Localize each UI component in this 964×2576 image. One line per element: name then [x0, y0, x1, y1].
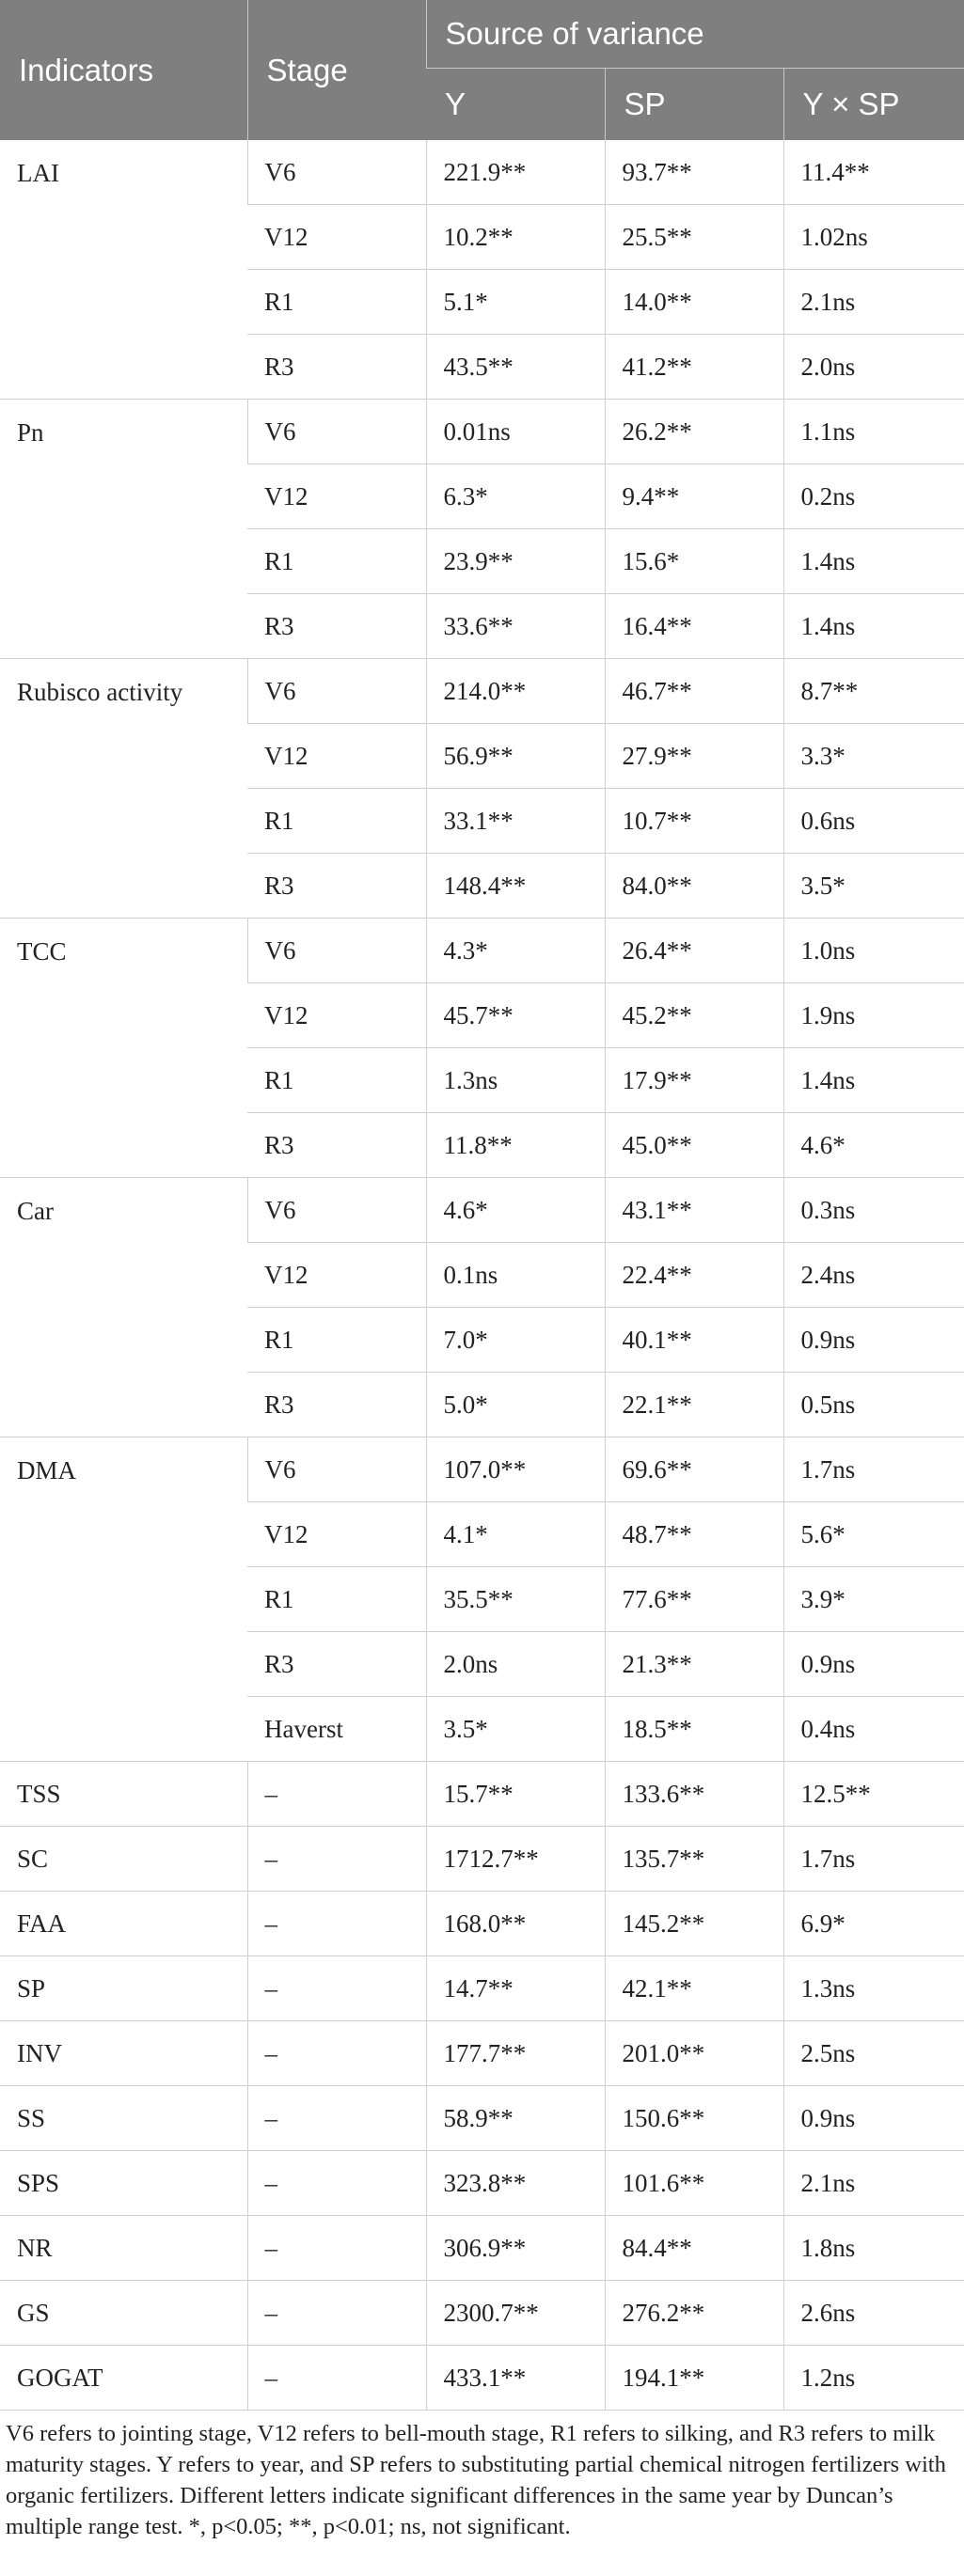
y-cell: 306.9** — [426, 2216, 605, 2281]
table-row — [0, 140, 964, 205]
sp-cell: 17.9** — [605, 1048, 783, 1113]
y-x-sp-cell: 1.4ns — [783, 594, 964, 659]
stage-cell: R3 — [247, 594, 426, 659]
sp-cell: 26.2** — [605, 400, 783, 464]
sp-cell: 101.6** — [605, 2151, 783, 2216]
y-cell: 58.9** — [426, 2086, 605, 2151]
sp-cell: 48.7** — [605, 1502, 783, 1567]
y-x-sp-cell: 5.6* — [783, 1502, 964, 1567]
sp-cell: 42.1** — [605, 1956, 783, 2021]
sp-cell: 16.4** — [605, 594, 783, 659]
stage-cell: – — [247, 1827, 426, 1892]
header-y-x-sp: Y × SP — [783, 69, 964, 141]
stage-cell: R1 — [247, 529, 426, 594]
table-row — [0, 2216, 964, 2281]
stage-cell: – — [247, 1892, 426, 1956]
y-cell: 10.2** — [426, 205, 605, 270]
stage-cell: R1 — [247, 270, 426, 335]
y-x-sp-cell: 2.6ns — [783, 2281, 964, 2346]
y-x-sp-cell: 3.9* — [783, 1567, 964, 1632]
y-x-sp-cell: 1.4ns — [783, 1048, 964, 1113]
y-x-sp-cell: 0.6ns — [783, 789, 964, 854]
indicator-cell: SPS — [0, 2151, 247, 2216]
indicator-cell: GS — [0, 2281, 247, 2346]
stage-cell: V12 — [247, 464, 426, 529]
table-row — [0, 400, 964, 464]
stage-cell: R3 — [247, 854, 426, 919]
y-cell: 107.0** — [426, 1437, 605, 1502]
indicator-cell: NR — [0, 2216, 247, 2281]
stage-cell: R3 — [247, 1632, 426, 1697]
stage-cell: V12 — [247, 1502, 426, 1567]
y-cell: 5.1* — [426, 270, 605, 335]
y-cell: 148.4** — [426, 854, 605, 919]
y-cell: 33.1** — [426, 789, 605, 854]
y-x-sp-cell: 0.9ns — [783, 2086, 964, 2151]
y-x-sp-cell: 0.9ns — [783, 1632, 964, 1697]
y-cell: 33.6** — [426, 594, 605, 659]
stage-cell: R3 — [247, 1373, 426, 1437]
header-indicators: Indicators — [0, 0, 247, 140]
sp-cell: 9.4** — [605, 464, 783, 529]
sp-cell: 69.6** — [605, 1437, 783, 1502]
sp-cell: 22.1** — [605, 1373, 783, 1437]
y-cell: 2300.7** — [426, 2281, 605, 2346]
y-cell: 221.9** — [426, 140, 605, 205]
y-cell: 14.7** — [426, 1956, 605, 2021]
y-x-sp-cell: 1.1ns — [783, 400, 964, 464]
sp-cell: 84.4** — [605, 2216, 783, 2281]
y-x-sp-cell: 0.2ns — [783, 464, 964, 529]
stage-cell: R1 — [247, 1048, 426, 1113]
table-row — [0, 2281, 964, 2346]
indicator-cell: LAI — [0, 140, 247, 400]
y-cell: 323.8** — [426, 2151, 605, 2216]
stage-cell: R1 — [247, 1567, 426, 1632]
sp-cell: 194.1** — [605, 2346, 783, 2411]
sp-cell: 27.9** — [605, 724, 783, 789]
stage-cell: V6 — [247, 659, 426, 724]
sp-cell: 133.6** — [605, 1762, 783, 1827]
indicator-cell: INV — [0, 2021, 247, 2086]
stage-cell: V6 — [247, 919, 426, 983]
y-x-sp-cell: 1.02ns — [783, 205, 964, 270]
indicator-cell: GOGAT — [0, 2346, 247, 2411]
table-footnote: V6 refers to jointing stage, V12 refers to bell-mouth stage, R1 refers to silking, and R3 refers to milk maturity stages. Y refers to year, and SP refers to substituting partial chemical nitrogen fertilizers with organic fertilizers. Different letters indicate significant differences in the same year by Duncan’s multiple range test. *, p<0.05; **, p<0.01; ns, not significant. — [6, 2421, 946, 2539]
y-cell: 214.0** — [426, 659, 605, 724]
table-row — [0, 1178, 964, 1243]
y-x-sp-cell: 11.4** — [783, 140, 964, 205]
y-cell: 43.5** — [426, 335, 605, 400]
stage-cell: – — [247, 2346, 426, 2411]
sp-cell: 84.0** — [605, 854, 783, 919]
stage-cell: V6 — [247, 1437, 426, 1502]
y-cell: 4.6* — [426, 1178, 605, 1243]
table-row — [0, 2021, 964, 2086]
y-x-sp-cell: 4.6* — [783, 1113, 964, 1178]
y-x-sp-cell: 2.0ns — [783, 335, 964, 400]
stage-cell: – — [247, 2151, 426, 2216]
y-x-sp-cell: 1.7ns — [783, 1827, 964, 1892]
header-y: Y — [426, 69, 605, 141]
stage-cell: – — [247, 2086, 426, 2151]
sp-cell: 46.7** — [605, 659, 783, 724]
sp-cell: 21.3** — [605, 1632, 783, 1697]
table-row — [0, 2346, 964, 2411]
y-x-sp-cell: 1.7ns — [783, 1437, 964, 1502]
sp-cell: 26.4** — [605, 919, 783, 983]
stage-cell: – — [247, 2216, 426, 2281]
y-cell: 4.1* — [426, 1502, 605, 1567]
header-sp: SP — [605, 69, 783, 141]
y-cell: 1712.7** — [426, 1827, 605, 1892]
y-x-sp-cell: 3.5* — [783, 854, 964, 919]
y-cell: 5.0* — [426, 1373, 605, 1437]
y-cell: 3.5* — [426, 1697, 605, 1762]
y-cell: 0.1ns — [426, 1243, 605, 1308]
sp-cell: 45.0** — [605, 1113, 783, 1178]
indicator-cell: Pn — [0, 400, 247, 659]
sp-cell: 201.0** — [605, 2021, 783, 2086]
sp-cell: 77.6** — [605, 1567, 783, 1632]
y-x-sp-cell: 1.3ns — [783, 1956, 964, 2021]
indicator-cell: TSS — [0, 1762, 247, 1827]
table-row — [0, 1892, 964, 1956]
stage-cell: – — [247, 2021, 426, 2086]
y-cell: 4.3* — [426, 919, 605, 983]
sp-cell: 43.1** — [605, 1178, 783, 1243]
y-x-sp-cell: 12.5** — [783, 1762, 964, 1827]
stage-cell: R3 — [247, 1113, 426, 1178]
indicator-cell: FAA — [0, 1892, 247, 1956]
y-x-sp-cell: 2.4ns — [783, 1243, 964, 1308]
table-row — [0, 2086, 964, 2151]
indicator-cell: Rubisco activity — [0, 659, 247, 919]
y-x-sp-cell: 8.7** — [783, 659, 964, 724]
table-header — [0, 0, 964, 140]
sp-cell: 10.7** — [605, 789, 783, 854]
table-row — [0, 1437, 964, 1502]
y-x-sp-cell: 2.5ns — [783, 2021, 964, 2086]
y-cell: 168.0** — [426, 1892, 605, 1956]
sp-cell: 15.6* — [605, 529, 783, 594]
y-x-sp-cell: 2.1ns — [783, 270, 964, 335]
y-cell: 7.0* — [426, 1308, 605, 1373]
y-x-sp-cell: 6.9* — [783, 1892, 964, 1956]
stage-cell: V6 — [247, 140, 426, 205]
stage-cell: V12 — [247, 1243, 426, 1308]
sp-cell: 18.5** — [605, 1697, 783, 1762]
sp-cell: 41.2** — [605, 335, 783, 400]
y-x-sp-cell: 1.8ns — [783, 2216, 964, 2281]
table-row — [0, 1762, 964, 1827]
table-row — [0, 919, 964, 983]
stage-cell: V6 — [247, 1178, 426, 1243]
y-x-sp-cell: 3.3* — [783, 724, 964, 789]
y-cell: 433.1** — [426, 2346, 605, 2411]
sp-cell: 145.2** — [605, 1892, 783, 1956]
header-stage: Stage — [247, 0, 426, 140]
stage-cell: V12 — [247, 205, 426, 270]
sp-cell: 45.2** — [605, 983, 783, 1048]
y-x-sp-cell: 0.3ns — [783, 1178, 964, 1243]
indicator-cell: TCC — [0, 919, 247, 1178]
y-x-sp-cell: 2.1ns — [783, 2151, 964, 2216]
stage-cell: V12 — [247, 724, 426, 789]
y-cell: 6.3* — [426, 464, 605, 529]
y-cell: 23.9** — [426, 529, 605, 594]
stage-cell: – — [247, 2281, 426, 2346]
y-cell: 0.01ns — [426, 400, 605, 464]
sp-cell: 93.7** — [605, 140, 783, 205]
y-x-sp-cell: 1.4ns — [783, 529, 964, 594]
sp-cell: 22.4** — [605, 1243, 783, 1308]
y-cell: 177.7** — [426, 2021, 605, 2086]
indicator-cell: SS — [0, 2086, 247, 2151]
stage-cell: – — [247, 1762, 426, 1827]
sp-cell: 14.0** — [605, 270, 783, 335]
y-cell: 15.7** — [426, 1762, 605, 1827]
y-cell: 1.3ns — [426, 1048, 605, 1113]
table-row — [0, 1956, 964, 2021]
stage-cell: V6 — [247, 400, 426, 464]
y-x-sp-cell: 1.0ns — [783, 919, 964, 983]
indicator-cell: Car — [0, 1178, 247, 1437]
table-row — [0, 2151, 964, 2216]
y-cell: 35.5** — [426, 1567, 605, 1632]
stage-cell: – — [247, 1956, 426, 2021]
y-x-sp-cell: 0.9ns — [783, 1308, 964, 1373]
y-x-sp-cell: 0.5ns — [783, 1373, 964, 1437]
indicator-cell: SC — [0, 1827, 247, 1892]
sp-cell: 150.6** — [605, 2086, 783, 2151]
indicator-cell: DMA — [0, 1437, 247, 1762]
sp-cell: 135.7** — [605, 1827, 783, 1892]
table-body — [0, 140, 964, 2411]
stage-cell: R1 — [247, 1308, 426, 1373]
sp-cell: 276.2** — [605, 2281, 783, 2346]
table-row — [0, 659, 964, 724]
indicator-cell: SP — [0, 1956, 247, 2021]
stage-cell: R3 — [247, 335, 426, 400]
sp-cell: 40.1** — [605, 1308, 783, 1373]
y-cell: 45.7** — [426, 983, 605, 1048]
y-x-sp-cell: 1.2ns — [783, 2346, 964, 2411]
y-cell: 56.9** — [426, 724, 605, 789]
stage-cell: V12 — [247, 983, 426, 1048]
stage-cell: Haverst — [247, 1697, 426, 1762]
y-x-sp-cell: 0.4ns — [783, 1697, 964, 1762]
table-row — [0, 1827, 964, 1892]
y-cell: 2.0ns — [426, 1632, 605, 1697]
header-source-of-variance: Source of variance — [426, 0, 964, 69]
y-x-sp-cell: 1.9ns — [783, 983, 964, 1048]
y-cell: 11.8** — [426, 1113, 605, 1178]
sp-cell: 25.5** — [605, 205, 783, 270]
stage-cell: R1 — [247, 789, 426, 854]
